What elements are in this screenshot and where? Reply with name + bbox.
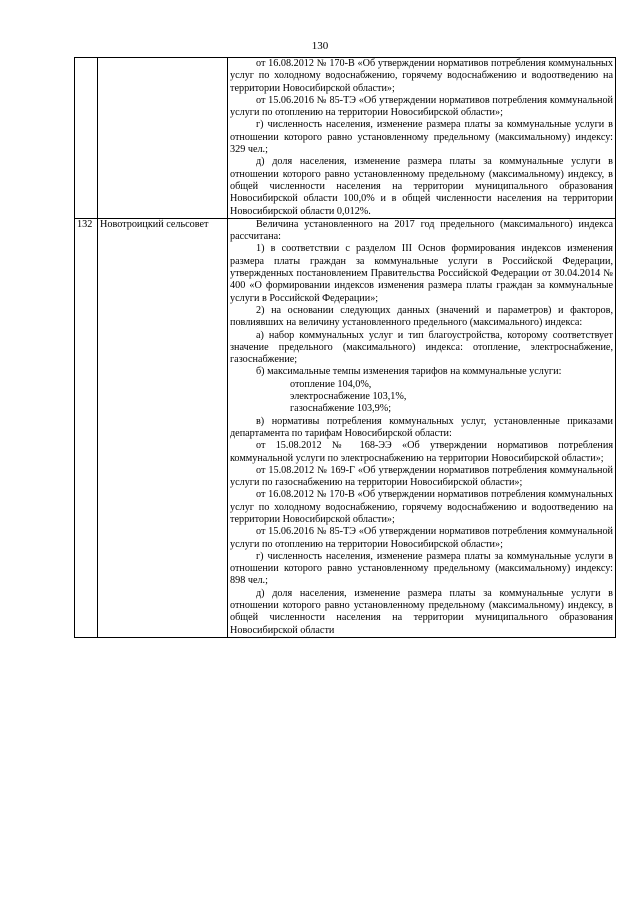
description-cell [228,218,616,637]
tariff-line: электроснабжение 103,1%, [290,391,407,403]
paragraph: Величина установленного на 2017 год предельного (максимального) индекса рассчитана: [230,218,613,243]
paragraph: а) набор коммунальных услуг и тип благоустройства, которому соответствует значение предельного (максимального) индекса: отопление, электроснабжение, газоснабжение; [230,329,613,366]
row-number-cell [75,58,98,219]
paragraph: г) численность населения, изменение размера платы за коммунальные услуги в отношении которого равно установленному предельному (максимальному) индексу: 329 чел.; [230,119,613,156]
paragraph: б) максимальные темпы изменения тарифов на коммунальные услуги: [256,366,562,378]
row-number-cell: 132 [75,218,98,637]
paragraph: 1) в соответствии с разделом III Основ формирования индексов изменения размера платы граждан за коммунальные услуги в Российской Федерации, утвержденных постановлением Правительства Российской Федерации от 30.04.2014 № 400 «О формировании индексов изменения размера платы граждан за коммунальные услуги в Российской Федерации»; [230,243,613,304]
table-row [75,58,616,219]
paragraph: от 16.08.2012 № 170-В «Об утверждении нормативов потребления коммунальных услуг по холодному водоснабжению, горячему водоснабжению и водоотведению на территории Новосибирской области»; [230,489,613,525]
paragraph: от 15.08.2012 № 169-Г «Об утверждении нормативов потребления коммунальной услуги по газоснабжению на территории Новосибирской области»; [230,464,613,489]
document-table [74,57,616,638]
paragraph: от 16.08.2012 № 170-В «Об утверждении нормативов потребления коммунальных услуг по холодному водоснабжению, горячему водоснабжению и водоотведению на территории Новосибирской области»; [230,58,613,94]
paragraph: 2) на основании следующих данных (значений и параметров) и факторов, повлиявших на величину установленного предельного (максимального) индекса: [230,304,613,329]
paragraph: в) нормативы потребления коммунальных услуг, установленные приказами департамента по тарифам Новосибирской области: [230,415,613,439]
tariff-line: отопление 104,0%, [290,378,372,390]
paragraph: д) доля населения, изменение размера платы за коммунальные услуги в отношении которого равно установленному предельному (максимальному) индексу, в общей численности населения на территории муниципального образования Новосибирской области [230,587,613,636]
table-row [75,218,616,637]
paragraph: г) численность населения, изменение размера платы за коммунальные услуги в отношении которого равно установленному предельному (максимальному) индексу: 898 чел.; [230,550,613,587]
paragraph: от 15.06.2016 № 85-ТЭ «Об утверждении нормативов потребления коммунальной услуги по отоплению на территории Новосибирской области»; [230,526,613,550]
tariff-line: газоснабжение 103,9%; [290,403,392,415]
page-number: 130 [311,40,329,52]
paragraph: д) доля населения, изменение размера платы за коммунальные услуги в отношении которого равно установленному предельному (максимальному) индексу, в общей численности населения на территории муниципального образования Новосибирской области 100,0% и в общей численности населения на территории Новосибирской области 0,012%. [230,156,613,217]
description-cell [228,58,616,219]
paragraph: от 15.08.2012 № 168-ЭЭ «Об утверждении нормативов потребления коммунальной услуги по электроснабжению на территории Новосибирской области»; [230,440,613,464]
paragraph: от 15.06.2016 № 85-ТЭ «Об утверждении нормативов потребления коммунальной услуги по отоплению на территории Новосибирской области»; [230,94,613,119]
municipality-cell: Новотроицкий сельсовет [98,218,228,637]
municipality-cell [98,58,228,219]
